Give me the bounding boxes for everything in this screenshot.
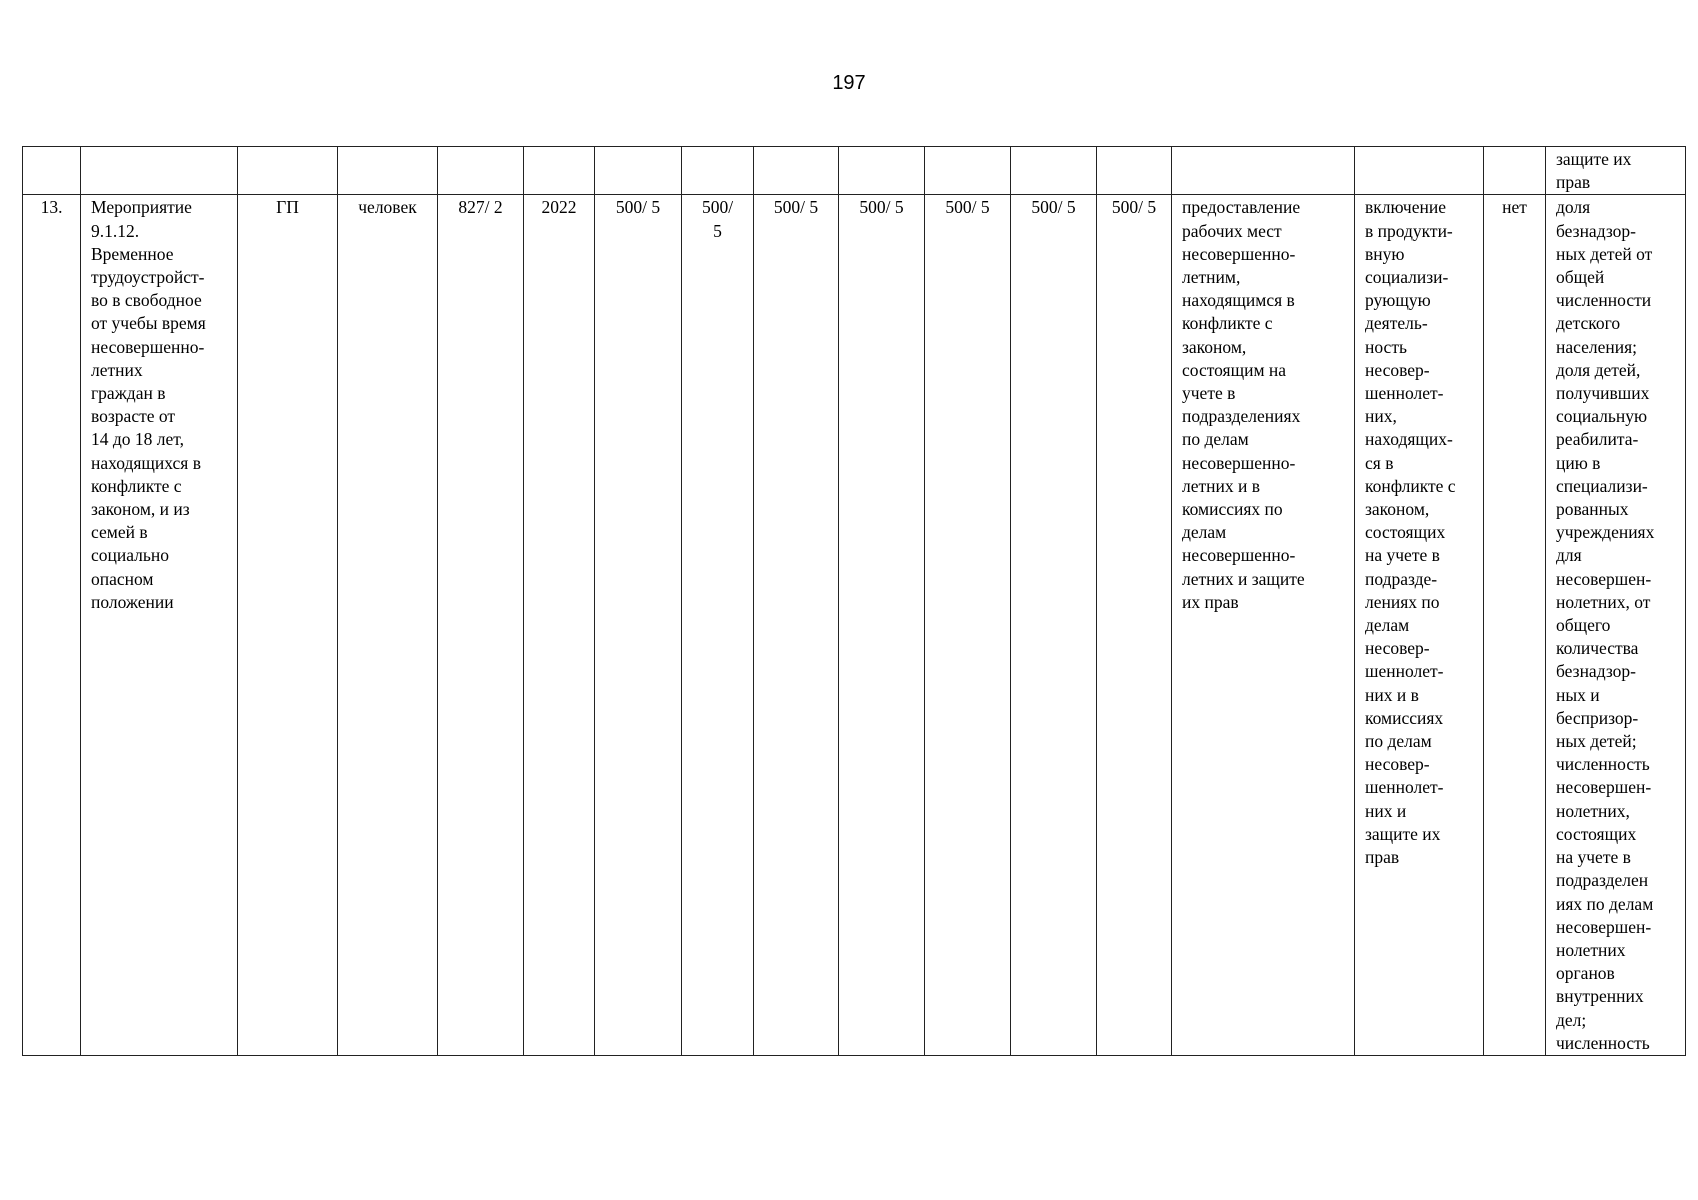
cell-base-value: 827/ 2 [438, 195, 524, 1056]
cell-result: предоставление рабочих мест несовершенно- летним, находящимся в конфликте с законом, состоящим на учете в подразделениях по делам несовершенно- летних и в комиссиях по делам несовершенно- летних и защите их прав [1172, 195, 1355, 1056]
cell-empty [238, 147, 338, 195]
cell-indicators: доля безнадзор- ных детей от общей численности детского населения; доля детей, получивших социальную реабилита- цию в специализи- рованных учреждениях для несовершен- нолетних, от общего количества безнадзор- ных и беспризор- ных детей; численность несовершен- нолетних, состоящих на учете в подразделен иях по делам несовершен- нолетних органов внутренних дел; численность [1546, 195, 1686, 1056]
cell-value-6: 500/ 5 [1011, 195, 1097, 1056]
page-number: 197 [832, 72, 866, 94]
cell-empty [81, 147, 238, 195]
cell-empty [338, 147, 438, 195]
cell-unit: человек [338, 195, 438, 1056]
cell-other: нет [1484, 195, 1546, 1056]
cell-empty [682, 147, 754, 195]
cell-value-4: 500/ 5 [839, 195, 925, 1056]
program-table [22, 146, 1686, 1056]
cell-empty [438, 147, 524, 195]
cell-empty [595, 147, 682, 195]
cell-empty [524, 147, 595, 195]
cell-empty [23, 147, 81, 195]
cell-activity: Мероприятие 9.1.12. Временное трудоустройст- во в свободное от учебы время несовершенно- летних граждан в возрасте от 14 до 18 лет, находящихся в конфликте с законом, и из семей в социально опасном положении [81, 195, 238, 1056]
cell-empty [754, 147, 839, 195]
cell-value-7: 500/ 5 [1097, 195, 1172, 1056]
cell-year: 2022 [524, 195, 595, 1056]
cell-value-2: 500/ 5 [682, 195, 754, 1056]
cell-empty [925, 147, 1011, 195]
cell-empty [839, 147, 925, 195]
cell-effect: включение в продукти- вную социализи- рующую деятель- ность несовер- шеннолет- них, находящих- ся в конфликте с законом, состоящих на учете в подразде- лениях по делам несовер- шеннолет- них и в комиссиях по делам несовер- шеннолет- них и защите их прав [1355, 195, 1484, 1056]
cell-empty [1355, 147, 1484, 195]
cell-row-number: 13. [23, 195, 81, 1056]
cell-indicators-continuation: защите их прав [1546, 147, 1686, 195]
cell-value-5: 500/ 5 [925, 195, 1011, 1056]
cell-executor: ГП [238, 195, 338, 1056]
cell-empty [1172, 147, 1355, 195]
cell-empty [1097, 147, 1172, 195]
cell-empty [1484, 147, 1546, 195]
cell-value-1: 500/ 5 [595, 195, 682, 1056]
table-row-continuation [23, 147, 1686, 195]
table-row [23, 195, 1686, 1056]
cell-value-3: 500/ 5 [754, 195, 839, 1056]
cell-empty [1011, 147, 1097, 195]
